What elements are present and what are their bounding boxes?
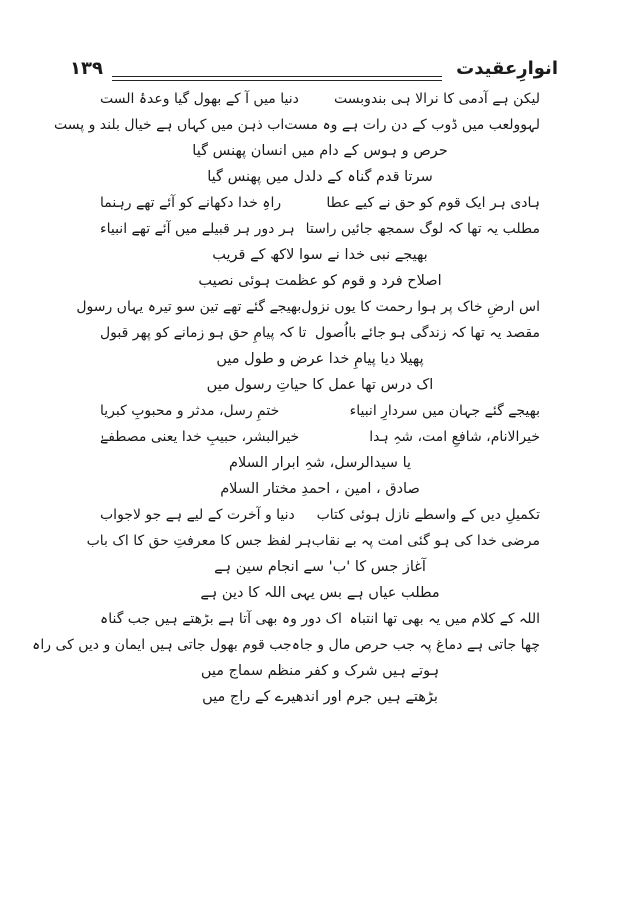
refrain-line: بڑھتے ہیں جرم اور اندھیرے کے راج میں bbox=[202, 689, 438, 705]
header-rule bbox=[112, 76, 442, 77]
second-hemistich: ہر دور ہر قبیلے میں آئے تھے انبیاء bbox=[100, 221, 295, 237]
book-title: انوارِعقیدت bbox=[456, 58, 558, 79]
first-hemistich: مرضی خدا کی ہو گئی امت پہ بے نقاب bbox=[311, 533, 540, 549]
second-hemistich: اک دور وہ بھی آتا ہے بڑھتے ہیں جب گناہ bbox=[100, 611, 342, 627]
first-hemistich: اللہ کے کلام میں یہ بھی تھا انتباہ bbox=[349, 611, 540, 627]
poem-body bbox=[32, 86, 540, 710]
refrain-line: صادق ، امین ، احمدِ مختار السلام bbox=[220, 481, 420, 497]
refrain-line: اک درس تھا عمل کا حیاتِ رسول میں bbox=[206, 377, 434, 393]
second-hemistich: تا کہ پیامِ حق ہو زمانے کو پھر قبول bbox=[100, 325, 307, 341]
refrain-line: اصلاح فرد و قوم کو عظمت ہوئی نصیب bbox=[198, 273, 442, 289]
couplet-line bbox=[100, 190, 540, 216]
couplet-line bbox=[100, 86, 540, 112]
refrain-line: بھیجے نبی خدا نے سوا لاکھ کے قریب bbox=[212, 247, 428, 263]
first-hemistich: تکمیلِ دیں کے واسطے نازل ہوئی کتاب bbox=[316, 507, 540, 523]
refrain-line: مطلب عیاں ہے بس یہی اللہ کا دین ہے bbox=[200, 585, 440, 601]
second-hemistich: اب ذہن میں کہاں ہے خیال بلند و پست bbox=[53, 117, 285, 133]
second-hemistich: ختمِ رسل، مدثر و محبوبِ کبریا bbox=[100, 403, 280, 419]
first-hemistich: خیرالانام، شافعِ امت، شہِ ہدا bbox=[369, 429, 540, 445]
couplet-line bbox=[32, 632, 540, 658]
second-hemistich: دنیا و آخرت کے لیے ہے جو لاجواب bbox=[100, 507, 295, 523]
first-hemistich: مطلب یہ تھا کہ لوگ سمجھ جائیں راستا bbox=[305, 221, 540, 237]
refrain-line: آغاز جس کا 'ب' سے انجام سین ہے bbox=[214, 559, 426, 575]
page-number: ۱۳۹ bbox=[70, 58, 103, 79]
couplet-line bbox=[76, 294, 540, 320]
couplet-line bbox=[86, 528, 540, 554]
second-hemistich: بھیجے گئے تھے تین سو تیرہ یہاں رسول bbox=[76, 299, 302, 315]
refrain-line: ہوتے ہیں شرک و کفر منظم سماج میں bbox=[200, 663, 440, 679]
refrain-line: یا سیدالرسل، شہِ ابرار السلام bbox=[228, 455, 412, 471]
refrain-line: پھیلا دیا پیامِ خدا عرض و طول میں bbox=[216, 351, 424, 367]
refrain-line: حرص و ہوس کے دام میں انسان پھنس گیا bbox=[192, 143, 448, 159]
couplet-line bbox=[100, 398, 540, 424]
second-hemistich: دنیا میں آ کے بھول گیا وعدۂ الست bbox=[100, 91, 299, 107]
couplet-line bbox=[53, 112, 540, 138]
first-hemistich: بھیجے گئے جہان میں سردارِ انبیاء bbox=[349, 403, 540, 419]
first-hemistich: لہوولعب میں ڈوب کے دن رات ہے وہ مست bbox=[284, 117, 540, 133]
second-hemistich: ہر لفظ جس کا معرفتِ حق کا اک باب bbox=[86, 533, 312, 549]
first-hemistich: ہادی ہر ایک قوم کو حق نے کیے عطا bbox=[326, 195, 540, 211]
first-hemistich: چھا جاتی ہے دماغ پہ جب حرص مال و جاہ bbox=[291, 637, 540, 653]
second-hemistich: جب قوم بھول جاتی ہیں ایمان و دیں کی راہ bbox=[32, 637, 292, 653]
refrain-line: سرتا قدم گناہ کے دلدل میں پھنس گیا bbox=[207, 169, 433, 185]
couplet-line bbox=[100, 606, 540, 632]
couplet-line bbox=[100, 502, 540, 528]
couplet-line bbox=[100, 320, 540, 346]
second-hemistich: خیرالبشر، حبیبِ خدا یعنی مصطفےٰ bbox=[100, 429, 300, 445]
second-hemistich: راہِ خدا دکھانے کو آئے تھے رہنما bbox=[100, 195, 282, 211]
couplet-line bbox=[100, 216, 540, 242]
couplet-line bbox=[100, 424, 540, 450]
first-hemistich: لیکن ہے آدمی کا نرالا ہی بندوبست bbox=[334, 91, 540, 107]
first-hemistich: اس ارضِ خاک پر ہوا رحمت کا یوں نزول bbox=[301, 299, 540, 315]
header-rule bbox=[112, 80, 442, 81]
first-hemistich: مقصد یہ تھا کہ زندگی ہو جائے بااُصول bbox=[315, 325, 540, 341]
